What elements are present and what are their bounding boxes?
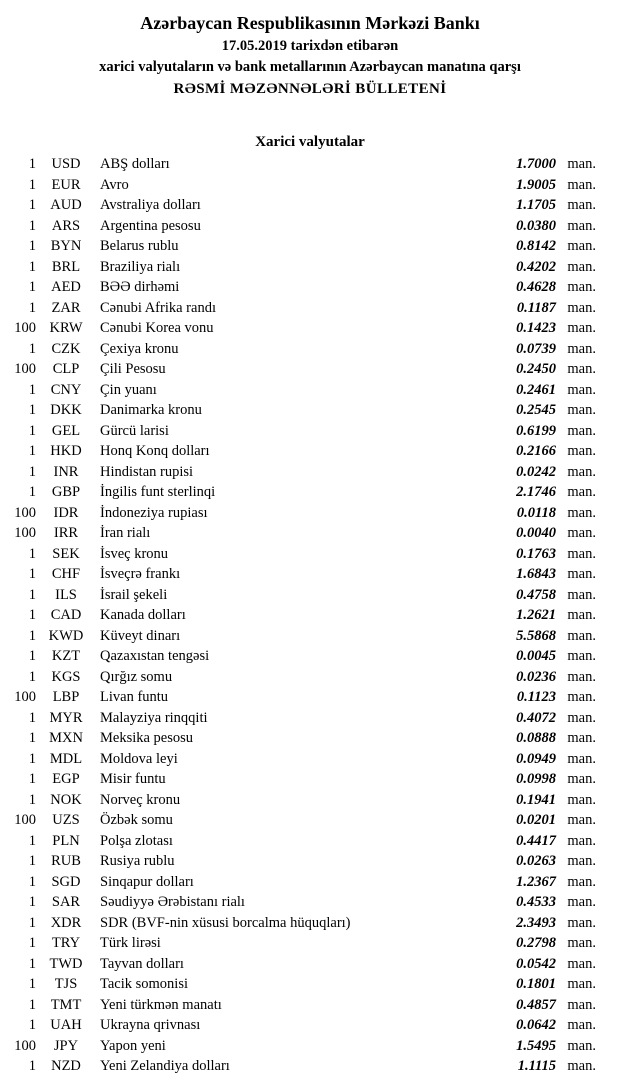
rate-row: [0, 892, 620, 913]
rate-value: 0.1941: [516, 791, 556, 808]
currency-code: LBP: [52, 689, 80, 705]
rate-unit: man.: [567, 484, 596, 500]
currency-code: TJS: [54, 976, 78, 992]
rate-value: 0.0949: [516, 750, 556, 767]
currency-code: TRY: [51, 935, 81, 951]
rate-quantity: 1: [28, 894, 36, 910]
currency-code: KRW: [49, 320, 83, 336]
rate-row: [0, 503, 620, 524]
rate-quantity: 1: [28, 771, 36, 787]
rate-unit: man.: [567, 422, 596, 439]
currency-name: Braziliya rialı: [100, 258, 181, 275]
rate-quantity: 1: [28, 197, 36, 213]
rate-value: 1.1705: [516, 197, 556, 213]
rate-row: [0, 605, 620, 626]
currency-name: İsrail şekeli: [100, 586, 168, 603]
rate-value: 0.2461: [516, 381, 556, 398]
rate-quantity: 1: [28, 832, 36, 849]
rate-row: [0, 441, 620, 462]
currency-code: CLP: [52, 361, 80, 377]
currency-name: Moldova leyi: [100, 750, 178, 767]
rate-quantity: 1: [28, 976, 36, 992]
rate-value: 0.2545: [516, 402, 556, 418]
rate-quantity: 1: [28, 340, 36, 357]
rate-unit: man.: [567, 832, 596, 849]
currency-name: Çili Pesosu: [100, 361, 166, 377]
rate-unit: man.: [567, 463, 596, 480]
currency-name: Cənubi Afrika randı: [100, 299, 216, 316]
rate-quantity: 1: [28, 730, 36, 746]
rate-value: 0.2450: [516, 361, 556, 377]
rate-row: [0, 667, 620, 688]
rate-unit: man.: [567, 955, 596, 972]
currency-name: Özbək somu: [100, 812, 173, 828]
rate-unit: man.: [567, 1037, 596, 1054]
rate-row: [0, 626, 620, 647]
currency-code: ZAR: [51, 299, 81, 316]
currency-name: Kanada dolları: [100, 607, 186, 623]
rate-value: 0.0118: [516, 504, 556, 521]
rate-unit: man.: [567, 730, 596, 746]
rate-unit: man.: [567, 176, 596, 193]
rate-value: 1.2367: [516, 873, 556, 890]
rate-value: 1.6843: [516, 566, 556, 582]
rate-value: 0.0542: [516, 955, 556, 972]
rate-unit: man.: [567, 894, 596, 910]
currency-name: İngilis funt sterlinqi: [100, 484, 216, 500]
currency-name: Argentina pesosu: [100, 217, 201, 234]
rate-value: 1.1115: [517, 1058, 556, 1073]
currency-code: IRR: [53, 525, 79, 541]
currency-name: SDR (BVF-nin xüsusi borcalma hüquqları): [100, 914, 351, 931]
rate-quantity: 1: [28, 668, 36, 685]
rate-quantity: 1: [28, 217, 36, 234]
rate-value: 0.0888: [516, 730, 556, 746]
rate-row: [0, 708, 620, 729]
currency-name: Tacik somonisi: [100, 976, 188, 992]
rate-row: [0, 585, 620, 606]
rate-unit: man.: [567, 791, 596, 808]
rate-value: 0.0642: [516, 1017, 556, 1033]
currency-name: Misir funtu: [100, 771, 166, 787]
currency-code: HKD: [50, 443, 82, 459]
currency-code: IDR: [53, 504, 79, 521]
rate-unit: man.: [567, 873, 596, 890]
rate-value: 0.0263: [516, 853, 556, 869]
rate-quantity: 100: [14, 1037, 36, 1054]
currency-name: Avstraliya dolları: [100, 197, 201, 213]
rate-quantity: 1: [28, 873, 36, 890]
rate-row: [0, 175, 620, 196]
rate-row: [0, 913, 620, 934]
currency-name: İran rialı: [100, 525, 151, 541]
rate-unit: man.: [567, 771, 596, 787]
rate-row: [0, 749, 620, 770]
rate-row: [0, 974, 620, 995]
rate-unit: man.: [567, 361, 596, 377]
currency-code: SAR: [51, 894, 81, 910]
currency-code: PLN: [52, 832, 80, 849]
rate-row: [0, 954, 620, 975]
currency-code: TWD: [49, 955, 83, 972]
currency-name: Səudiyyə Ərəbistanı rialı: [100, 894, 245, 910]
rate-value: 0.4628: [516, 279, 556, 295]
currency-code: ILS: [55, 586, 77, 603]
rate-value: 0.6199: [516, 422, 556, 439]
currency-name: Çin yuanı: [100, 381, 157, 398]
rate-value: 0.4072: [516, 709, 556, 726]
currency-name: BƏƏ dirhəmi: [100, 279, 180, 295]
rate-value: 0.0739: [516, 340, 556, 357]
rate-unit: man.: [567, 443, 596, 459]
rate-row: [0, 195, 620, 216]
rate-value: 0.4417: [516, 832, 556, 849]
rate-row: [0, 728, 620, 749]
currency-code: JPY: [53, 1037, 79, 1054]
rate-unit: man.: [567, 258, 596, 275]
rate-unit: man.: [567, 853, 596, 869]
rate-row: [0, 380, 620, 401]
rate-quantity: 1: [28, 914, 36, 931]
currency-code: SEK: [52, 545, 80, 562]
rate-value: 0.0998: [516, 771, 556, 787]
rate-row: [0, 1015, 620, 1036]
rate-quantity: 1: [28, 258, 36, 275]
rate-value: 0.1801: [516, 976, 556, 992]
subject-line: xarici valyutaların və bank metallarının Azərbaycan manatına qarşı: [99, 59, 521, 75]
currency-code: ARS: [51, 217, 81, 234]
currency-name: Tayvan dolları: [100, 955, 184, 972]
rate-value: 0.4533: [516, 894, 556, 910]
bank-title: Azərbaycan Respublikasının Mərkəzi Bankı: [140, 13, 480, 33]
currency-name: Belarus rublu: [100, 238, 179, 254]
rate-value: 0.0201: [516, 812, 556, 828]
rate-unit: man.: [567, 197, 596, 213]
rate-value: 0.0242: [516, 463, 556, 480]
currency-name: İsveçrə frankı: [100, 566, 181, 582]
rate-row: [0, 257, 620, 278]
rate-quantity: 1: [28, 238, 36, 254]
rate-unit: man.: [567, 279, 596, 295]
rate-unit: man.: [567, 402, 596, 418]
currency-code: CAD: [50, 607, 82, 623]
rate-quantity: 100: [14, 320, 36, 336]
rate-unit: man.: [567, 750, 596, 767]
rate-row: [0, 298, 620, 319]
currency-code: EGP: [52, 771, 80, 787]
currency-name: Polşa zlotası: [100, 832, 173, 849]
rate-quantity: 1: [28, 402, 36, 418]
rate-row: [0, 1036, 620, 1057]
currency-code: USD: [51, 156, 81, 172]
rate-row: [0, 462, 620, 483]
currency-code: TMT: [50, 996, 82, 1013]
rate-unit: man.: [567, 1058, 596, 1073]
rate-row: [0, 995, 620, 1016]
rate-value: 1.9005: [516, 176, 556, 193]
rate-row: [0, 482, 620, 503]
section-title-foreign-currencies: Xarici valyutalar: [255, 134, 365, 150]
currency-code: CHF: [51, 566, 81, 582]
rate-row: [0, 872, 620, 893]
currency-name: Türk lirəsi: [100, 935, 161, 951]
rate-quantity: 1: [28, 935, 36, 951]
rate-quantity: 1: [28, 463, 36, 480]
rate-unit: man.: [567, 238, 596, 254]
rate-unit: man.: [567, 996, 596, 1013]
currency-name: Hindistan rupisi: [100, 463, 194, 480]
rate-unit: man.: [567, 566, 596, 582]
rate-value: 0.1187: [516, 299, 556, 316]
rate-value: 0.2798: [516, 935, 556, 951]
rate-unit: man.: [567, 381, 596, 398]
rate-value: 0.1423: [516, 320, 556, 336]
rate-value: 1.7000: [516, 156, 556, 172]
rate-unit: man.: [567, 812, 596, 828]
rate-quantity: 100: [14, 504, 36, 521]
currency-code: CNY: [50, 381, 82, 398]
rate-unit: man.: [567, 976, 596, 992]
currency-name: Çexiya kronu: [100, 340, 179, 357]
currency-name: Yeni Zelandiya dolları: [100, 1058, 230, 1073]
rate-quantity: 1: [28, 381, 36, 398]
rate-unit: man.: [567, 156, 596, 172]
rate-quantity: 100: [14, 812, 36, 828]
currency-name: Qırğız somu: [100, 668, 173, 685]
currency-code: UAH: [50, 1017, 82, 1033]
rate-quantity: 1: [28, 996, 36, 1013]
rate-quantity: 1: [28, 1017, 36, 1033]
currency-name: Livan funtu: [100, 689, 169, 705]
rate-quantity: 1: [28, 627, 36, 644]
rate-unit: man.: [567, 586, 596, 603]
currency-code: BYN: [50, 238, 82, 254]
currency-name: Meksika pesosu: [100, 730, 194, 746]
rate-quantity: 1: [28, 176, 36, 193]
rate-unit: man.: [567, 545, 596, 562]
rate-unit: man.: [567, 648, 596, 664]
rates-table: [0, 154, 620, 1073]
currency-name: Danimarka kronu: [100, 402, 202, 418]
rate-quantity: 1: [28, 648, 36, 664]
rate-value: 0.2166: [516, 443, 556, 459]
currency-name: Ukrayna qrivnası: [100, 1017, 201, 1033]
rate-value: 5.5868: [516, 627, 556, 644]
currency-code: NZD: [51, 1058, 81, 1073]
rate-row: [0, 1056, 620, 1073]
rate-row: [0, 687, 620, 708]
bulletin-title: RƏSMİ MƏZƏNNƏLƏRİ BÜLLETENİ: [173, 81, 447, 97]
rate-row: [0, 400, 620, 421]
rate-quantity: 1: [28, 750, 36, 767]
rate-value: 0.0045: [516, 648, 556, 664]
rate-unit: man.: [567, 217, 596, 234]
rate-quantity: 1: [28, 156, 36, 172]
currency-code: EUR: [51, 176, 81, 193]
rate-quantity: 1: [28, 484, 36, 500]
currency-name: Avro: [100, 176, 129, 193]
rate-quantity: 1: [28, 422, 36, 439]
currency-code: MXN: [49, 730, 83, 746]
rate-unit: man.: [567, 525, 596, 541]
rate-unit: man.: [567, 607, 596, 623]
rate-quantity: 1: [28, 545, 36, 562]
rate-value: 2.1746: [516, 484, 556, 500]
currency-code: RUB: [51, 853, 81, 869]
currency-name: İndoneziya rupiası: [100, 504, 208, 521]
currency-code: AED: [51, 279, 81, 295]
currency-name: Norveç kronu: [100, 791, 181, 808]
rate-quantity: 1: [28, 607, 36, 623]
rate-unit: man.: [567, 709, 596, 726]
rate-row: [0, 216, 620, 237]
rate-row: [0, 236, 620, 257]
rate-row: [0, 318, 620, 339]
rate-unit: man.: [567, 935, 596, 951]
rate-row: [0, 277, 620, 298]
currency-name: Cənubi Korea vonu: [100, 320, 214, 336]
currency-name: İsveç kronu: [100, 545, 169, 562]
currency-code: AUD: [50, 197, 82, 213]
rate-value: 0.0236: [516, 668, 556, 685]
currency-code: INR: [53, 463, 79, 480]
currency-code: CZK: [51, 340, 81, 357]
rate-unit: man.: [567, 504, 596, 521]
rate-row: [0, 564, 620, 585]
rate-quantity: 1: [28, 791, 36, 808]
rate-row: [0, 646, 620, 667]
rate-row: [0, 544, 620, 565]
currency-name: Gürcü larisi: [100, 422, 169, 439]
rate-row: [0, 421, 620, 442]
currency-code: KZT: [51, 648, 81, 664]
rate-value: 0.0380: [516, 217, 556, 234]
rate-unit: man.: [567, 340, 596, 357]
currency-code: DKK: [50, 402, 82, 418]
rate-row: [0, 810, 620, 831]
rate-unit: man.: [567, 668, 596, 685]
currency-code: SGD: [51, 873, 81, 890]
rate-quantity: 1: [28, 443, 36, 459]
rate-unit: man.: [567, 627, 596, 644]
currency-code: UZS: [52, 812, 80, 828]
currency-code: KGS: [51, 668, 81, 685]
currency-name: Küveyt dinarı: [100, 627, 181, 644]
rate-value: 1.5495: [516, 1037, 556, 1054]
rate-unit: man.: [567, 914, 596, 931]
rate-quantity: 1: [28, 709, 36, 726]
rate-value: 0.0040: [516, 525, 556, 541]
rate-value: 1.2621: [516, 607, 556, 623]
rate-row: [0, 831, 620, 852]
currency-code: NOK: [50, 791, 82, 808]
currency-name: Yapon yeni: [100, 1037, 166, 1054]
rate-row: [0, 523, 620, 544]
rate-row: [0, 154, 620, 175]
currency-code: KWD: [48, 627, 84, 644]
currency-code: GBP: [51, 484, 81, 500]
currency-name: Qazaxıstan tengəsi: [100, 648, 210, 664]
rate-value: 0.4857: [516, 996, 556, 1013]
rate-unit: man.: [567, 689, 596, 705]
rate-value: 0.4202: [516, 258, 556, 275]
rate-quantity: 1: [28, 1058, 36, 1073]
currency-code: BRL: [51, 258, 81, 275]
rate-quantity: 1: [28, 299, 36, 316]
rate-row: [0, 769, 620, 790]
rate-quantity: 1: [28, 586, 36, 603]
rate-value: 0.8142: [516, 238, 556, 254]
effective-date-line: 17.05.2019 tarixdən etibarən: [221, 38, 399, 54]
currency-code: XDR: [50, 914, 82, 931]
rate-quantity: 100: [14, 361, 36, 377]
rate-quantity: 100: [14, 525, 36, 541]
rate-row: [0, 339, 620, 360]
currency-name: Yeni türkmən manatı: [100, 996, 222, 1013]
rate-quantity: 1: [28, 955, 36, 972]
rate-row: [0, 359, 620, 380]
rate-value: 0.4758: [516, 586, 556, 603]
currency-name: Rusiya rublu: [100, 853, 175, 869]
currency-name: Honq Konq dolları: [100, 443, 210, 459]
rate-quantity: 1: [28, 279, 36, 295]
currency-code: GEL: [51, 422, 81, 439]
currency-name: Sinqapur dolları: [100, 873, 194, 890]
rate-quantity: 100: [14, 689, 36, 705]
rate-unit: man.: [567, 320, 596, 336]
currency-code: MDL: [49, 750, 83, 767]
rate-quantity: 1: [28, 566, 36, 582]
currency-code: MYR: [49, 709, 83, 726]
rate-unit: man.: [567, 1017, 596, 1033]
rate-row: [0, 851, 620, 872]
rate-quantity: 1: [28, 853, 36, 869]
rate-value: 0.1763: [516, 545, 556, 562]
currency-name: ABŞ dolları: [100, 156, 170, 172]
rate-value: 2.3493: [516, 914, 556, 931]
rate-row: [0, 790, 620, 811]
rate-unit: man.: [567, 299, 596, 316]
rate-row: [0, 933, 620, 954]
rate-value: 0.1123: [516, 689, 556, 705]
currency-name: Malayziya rinqqiti: [100, 709, 208, 726]
document-header: [0, 10, 620, 100]
